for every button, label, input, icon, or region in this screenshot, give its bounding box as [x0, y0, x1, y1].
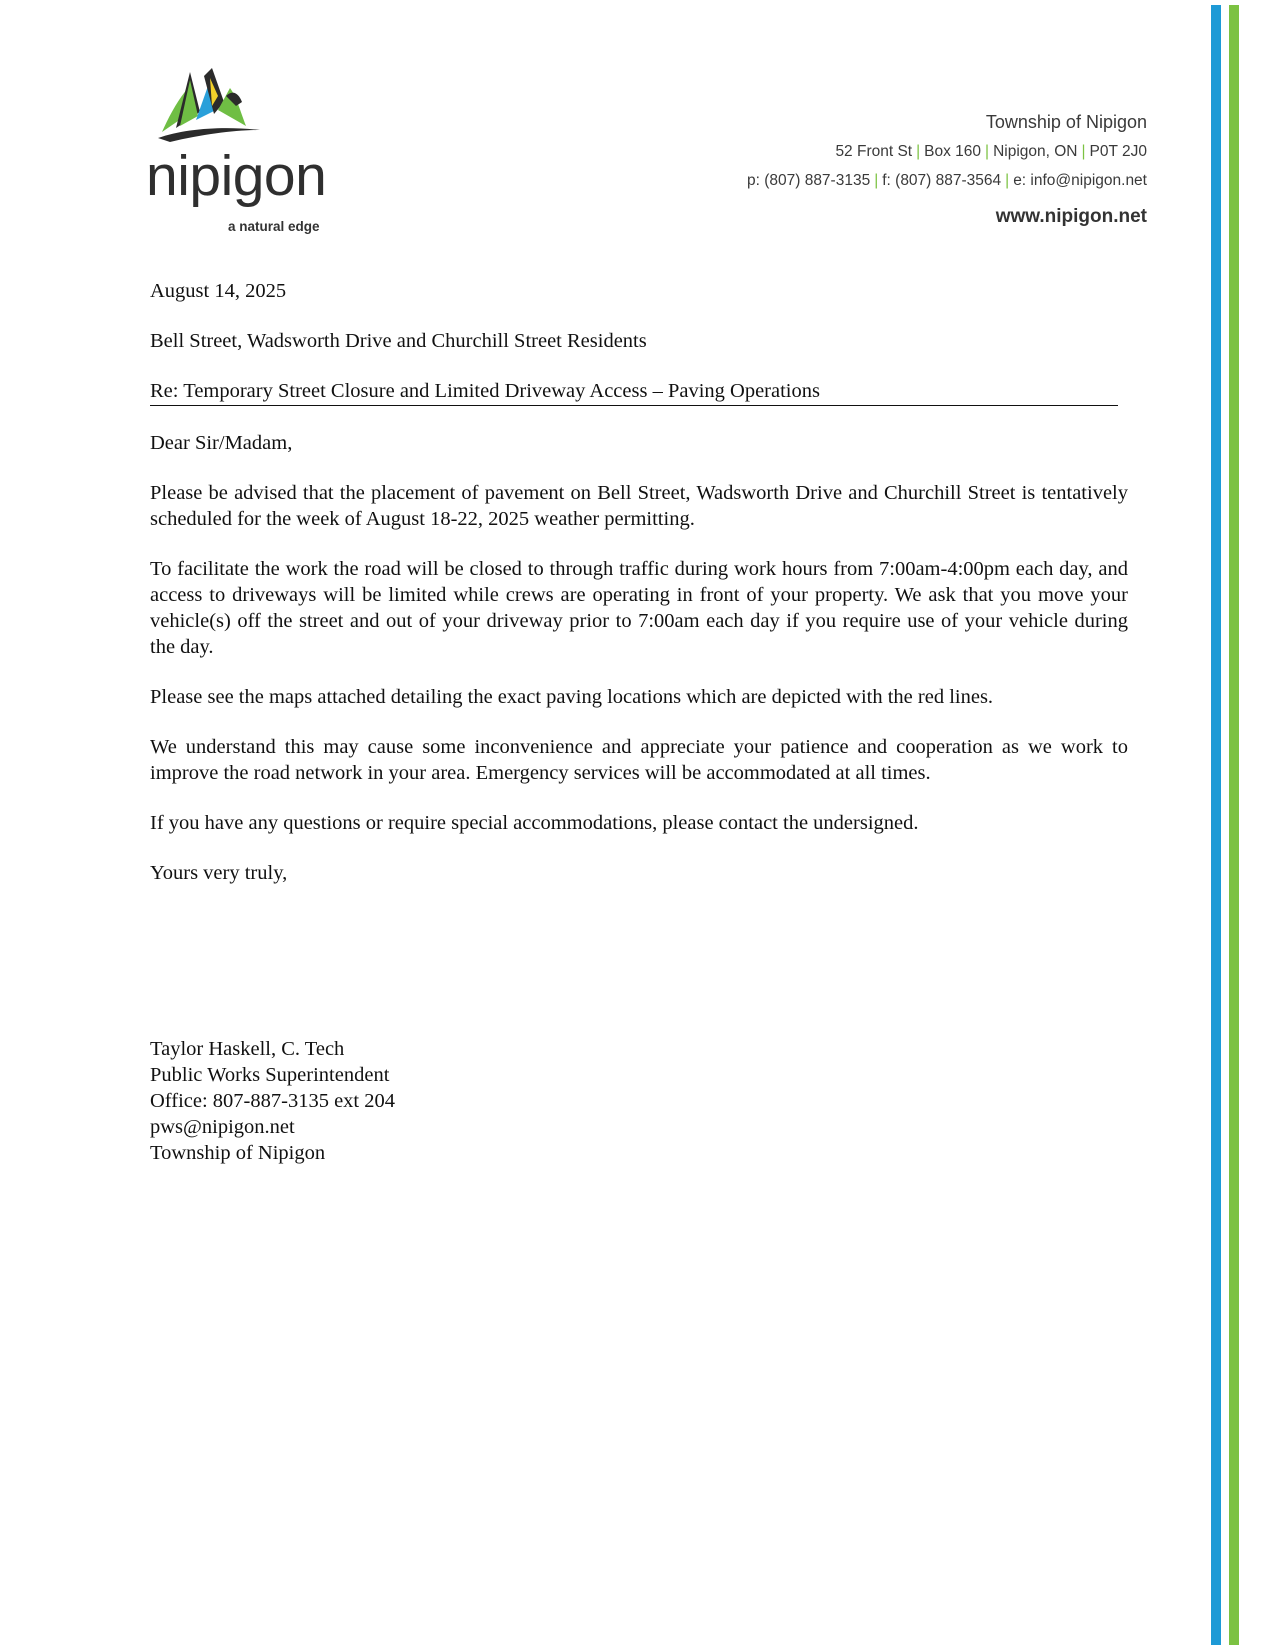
address-box: Box 160	[924, 143, 982, 160]
contact-email: e: info@nipigon.net	[1013, 172, 1147, 189]
signer-organization: Township of Nipigon	[150, 1142, 326, 1164]
letter-date: August 14, 2025	[150, 280, 287, 302]
address-street: 52 Front St	[835, 143, 913, 160]
letter-paragraph: Please see the maps attached detailing the exact paving locations which are depicted with the red lines.	[150, 686, 994, 708]
contact-fax: f: (807) 887-3564	[882, 172, 1002, 189]
separator: |	[1005, 172, 1010, 189]
letter-recipient: Bell Street, Wadsworth Drive and Churchill Street Residents	[150, 330, 647, 352]
nipigon-logo	[146, 66, 346, 236]
letterhead-address	[747, 143, 1147, 161]
blue-border-stripe	[1211, 5, 1221, 1645]
letter-closing: Yours very truly,	[150, 862, 288, 884]
contact-phone: p: (807) 887-3135	[746, 172, 871, 189]
separator: |	[916, 143, 921, 160]
letterhead-contact-block	[747, 112, 1147, 228]
letterhead-website: www.nipigon.net	[995, 206, 1147, 227]
separator: |	[985, 143, 990, 160]
letter-paragraph: If you have any questions or require special accommodations, please contact the undersigned.	[150, 812, 919, 834]
separator: |	[874, 172, 879, 189]
letter-paragraph: To facilitate the work the road will be closed to through traffic during work hours from 7:00am-4:00pm each day, and access to driveways will be limited while crews are operating in front of your property. We ask that you move your vehicle(s) off the street and out of your driveway prior to 7:00am each day if you require use of your vehicle during the day.	[150, 558, 1128, 658]
letter-paragraph: Please be advised that the placement of pavement on Bell Street, Wadsworth Drive and Churchill Street is tentatively scheduled for the week of August 18-22, 2025 weather permitting.	[150, 482, 1128, 530]
separator: |	[1081, 143, 1086, 160]
green-border-stripe	[1229, 5, 1239, 1645]
signature-block	[150, 1036, 395, 1166]
address-postal-code: P0T 2J0	[1089, 143, 1147, 160]
letter-paragraph: We understand this may cause some inconvenience and appreciate your patience and cooperation as we work to improve the road network in your area. Emergency services will be accommodated at all times.	[150, 736, 1128, 784]
signer-office-phone: Office: 807-887-3135 ext 204	[150, 1090, 395, 1112]
letterhead-org-name: Township of Nipigon	[985, 112, 1147, 132]
address-city: Nipigon, ON	[993, 143, 1078, 160]
logo-wordmark: nipigon	[146, 144, 327, 208]
logo-tagline: a natural edge	[228, 219, 320, 234]
letterhead-contacts	[747, 172, 1147, 190]
signer-email: pws@nipigon.net	[150, 1116, 295, 1138]
nipigon-mountains-icon	[156, 66, 276, 146]
signer-title: Public Works Superintendent	[150, 1064, 390, 1086]
letter-body	[150, 278, 1128, 910]
signer-name: Taylor Haskell, C. Tech	[150, 1038, 345, 1060]
letter-salutation: Dear Sir/Madam,	[150, 432, 293, 454]
letter-subject: Re: Temporary Street Closure and Limited Driveway Access – Paving Operations	[150, 378, 1118, 406]
